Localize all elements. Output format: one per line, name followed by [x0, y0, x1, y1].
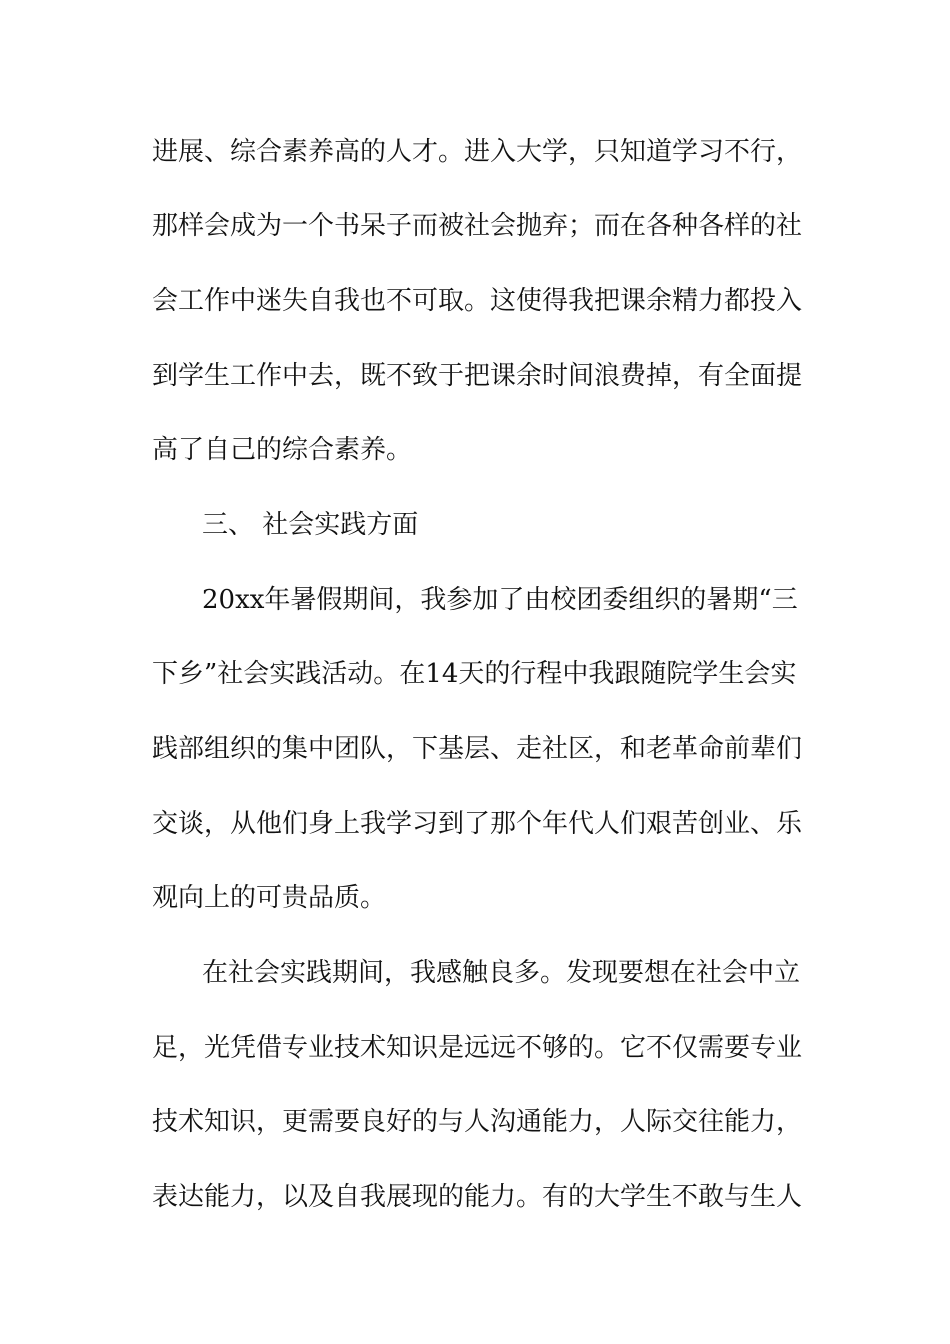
paragraph-line: 交谈，从他们身上我学习到了那个年代人们艰苦创业、乐	[152, 809, 803, 839]
paragraph-line: 进展、综合素养高的人才。进入大学，只知道学习不行，	[152, 137, 803, 167]
paragraph-line: 足，光凭借专业技术知识是远远不够的。它不仅需要专业	[152, 1033, 803, 1063]
section-heading: 三、 社会实践方面	[202, 510, 419, 540]
paragraph-line: 那样会成为一个书呆子而被社会抛弃；而在各种各样的社	[152, 211, 803, 241]
paragraph-line: 到学生工作中去，既不致于把课余时间浪费掉，有全面提	[152, 361, 803, 391]
paragraph-line: 20xx年暑假期间，我参加了由校团委组织的暑期“三	[202, 585, 798, 615]
paragraph-line: 表达能力，以及自我展现的能力。有的大学生不敢与生人	[152, 1182, 803, 1212]
paragraph-line: 技术知识，更需要良好的与人沟通能力，人际交往能力，	[152, 1107, 803, 1137]
paragraph-line: 会工作中迷失自我也不可取。这使得我把课余精力都投入	[152, 286, 803, 316]
paragraph-line: 观向上的可贵品质。	[152, 883, 387, 913]
paragraph-line: 高了自己的综合素养。	[152, 435, 413, 465]
paragraph-line: 践部组织的集中团队，下基层、走社区，和老革命前辈们	[152, 734, 803, 764]
paragraph-line: 下乡”社会实践活动。在14天的行程中我跟随院学生会实	[152, 659, 797, 689]
paragraph-line: 在社会实践期间，我感触良多。发现要想在社会中立	[202, 958, 801, 988]
